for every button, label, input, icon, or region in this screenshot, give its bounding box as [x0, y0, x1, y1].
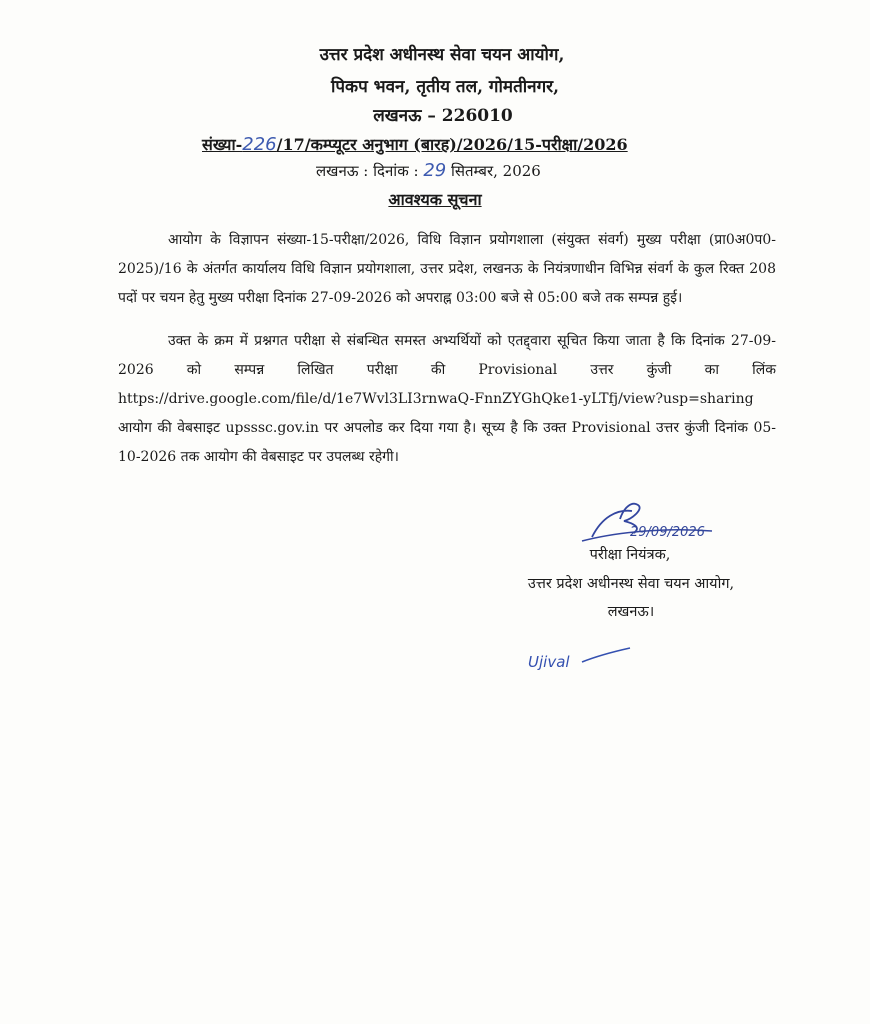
signatory-role: परीक्षा नियंत्रक, [589, 547, 671, 563]
header-org-name: उत्तर प्रदेश अधीनस्थ सेवा चयन आयोग, [319, 45, 565, 65]
paragraph-2-text: उक्त के क्रम में प्रश्नगत परीक्षा से संबन्धित समस्त अभ्यर्थियों को एतद्द्वारा सूचित किया जाता है कि दिनांक 27-09-2026 को सम्पन्न लिखित परीक्षा की Provisional उत्तर कुंजी का लिंक https://drive.google.com/file/d/1e7Wvl3LI3rnwaQ-FnnZYGhQke1-yLTfj/view?usp=sharing आयोग की वेबसाइट upsssc.gov.in पर अपलोड कर दिया गया है। सूच्य है कि उक्त Provisional उत्तर कुंजी दिनांक 05-10-2026 तक आयोग की वेबसाइट पर उपलब्ध रहेगी। [118, 333, 776, 465]
reference-number [202, 133, 628, 155]
reference-suffix: /17/कम्प्यूटर अनुभाग (बारह)/2026/15-परीक्षा/2026 [276, 135, 628, 154]
paragraph-1 [118, 226, 776, 313]
initials-text: Ujival [528, 653, 570, 671]
header-address: पिकप भवन, तृतीय तल, गोमतीनगर, [330, 77, 560, 97]
date-handwritten-day: 29 [423, 160, 447, 181]
date-suffix: सितम्बर, 2026 [446, 162, 541, 180]
notice-title-wrap [0, 188, 870, 210]
paragraph-1-text: आयोग के विज्ञापन संख्या-15-परीक्षा/2026, विधि विज्ञान प्रयोगशाला (संयुक्त संवर्ग) मुख्य परीक्षा (प्रा0अ0प0-2025)/16 के अंतर्गत कार्यालय विधि विज्ञान प्रयोगशाला, उत्तर प्रदेश, लखनऊ के नियंत्रणाधीन विभिन्न संवर्ग के कुल रिक्त 208 पदों पर चयन हेतु मुख्य परीक्षा दिनांक 27-09-2026 को अपराह्न 03:00 बजे से 05:00 बजे तक सम्पन्न हुई। [118, 232, 776, 306]
signature-date: 29/09/2026 [630, 525, 705, 540]
reference-prefix: संख्या- [202, 135, 243, 154]
notice-title: आवश्यक सूचना [388, 190, 482, 209]
paragraph-2 [118, 327, 776, 472]
signatory-city: लखनऊ। [607, 604, 655, 620]
reference-handwritten-number: 226 [242, 134, 277, 155]
header-city-pin: लखनऊ – 226010 [373, 106, 513, 126]
signatory-organization: उत्तर प्रदेश अधीनस्थ सेवा चयन आयोग, [527, 576, 735, 592]
notice-date [316, 160, 541, 181]
date-prefix: लखनऊ : दिनांक : [316, 162, 424, 180]
